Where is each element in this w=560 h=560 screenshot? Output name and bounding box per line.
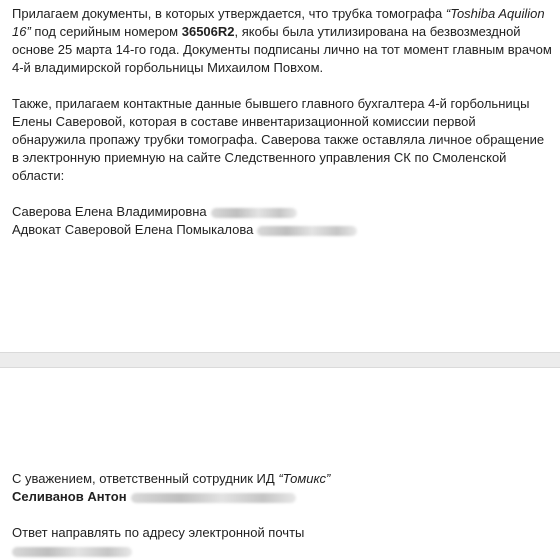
sender-name: Селиванов Антон (12, 489, 127, 504)
reply-note: Ответ направлять по адресу электронной почты (12, 525, 305, 540)
signature-block (12, 470, 552, 560)
redacted-email (12, 547, 132, 557)
contact-name: Адвокат Саверовой Елена Помыкалова (12, 222, 254, 237)
device-model: “Toshiba Aquilion 16” (12, 6, 545, 39)
paragraph-text: , якобы была утилизирована на безвозмездной основе 25 марта 14-го года. Документы подписаны лично на тот момент главным врачом 4-й владимирской горбольницы Михаилом Повхом. (12, 24, 552, 75)
signature-greeting (12, 470, 552, 488)
redacted-email-line (12, 542, 552, 560)
paragraph-text: под серийным номером (30, 24, 182, 39)
contact-line (12, 203, 552, 221)
org-name: “Томикс” (278, 471, 331, 486)
email-content (12, 5, 552, 239)
contact-name: Саверова Елена Владимировна (12, 204, 207, 219)
paragraph-contacts-intro: Также, прилагаем контактные данные бывшего главного бухгалтера 4-й горбольницы Елены Саверовой, которая в составе инвентаризационной комиссии первой обнаружила пропажу трубки томографа. Саверова также оставляла личное обращение в электронную приемную на сайте Следственного управления СК по Смоленской области: (12, 96, 545, 183)
redacted-phone (211, 208, 297, 218)
redacted-phone (257, 226, 357, 236)
paragraph-text: Прилагаем документы, в которых утверждается, что трубка томографа (12, 6, 446, 21)
email-body-bottom (0, 368, 560, 546)
signature-name-line (12, 488, 552, 506)
redacted-contact (131, 493, 296, 503)
serial-number: 36506R2 (181, 24, 235, 39)
greeting-text: С уважением, ответственный сотрудник ИД (12, 471, 279, 486)
message-separator (0, 352, 560, 368)
contact-line (12, 221, 552, 239)
paragraph-documents (12, 5, 552, 77)
